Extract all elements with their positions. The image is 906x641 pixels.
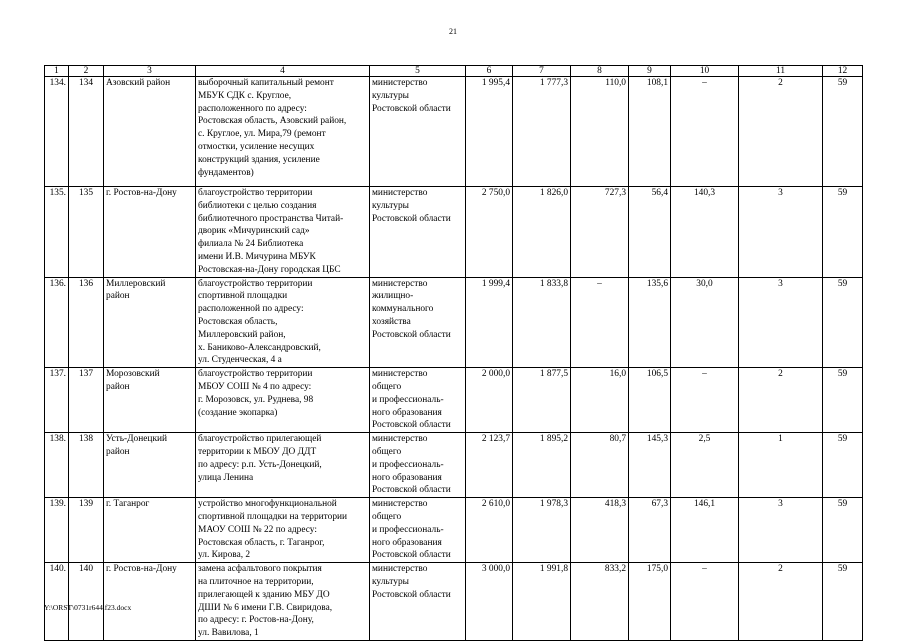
responsible-ministry: министерство культуры Ростовской области [370,77,466,187]
value-col-8: 727,3 [571,187,629,278]
municipality: г. Таганрог [104,498,196,563]
value-col-7: 1 777,3 [513,77,571,187]
value-col-9: 135,6 [629,277,671,368]
column-header: 11 [739,66,823,77]
value-col-12: 59 [823,563,863,641]
row-index: 137. [45,368,69,433]
municipality: Морозовский район [104,368,196,433]
table-row [45,187,863,278]
value-col-9: 67,3 [629,498,671,563]
value-col-8: 833,2 [571,563,629,641]
value-col-8: 16,0 [571,368,629,433]
value-col-10: 140,3 [671,187,739,278]
value-col-7: 1 978,3 [513,498,571,563]
column-number-row [45,66,863,77]
municipality: Азовский район [104,77,196,187]
value-col-6: 2 750,0 [466,187,513,278]
project-description: замена асфальтового покрытия на плиточное на территории, прилегающей к зданию МБУ ДО ДШИ № 6 имени Г.В. Свиридова, по адресу: г. Ростов-на-Дону, ул. Вавилова, 1 [196,563,370,641]
value-col-9: 145,3 [629,433,671,498]
value-col-10: – [671,77,739,187]
value-col-8: 80,7 [571,433,629,498]
object-number: 135 [69,187,104,278]
project-description: устройство многофункциональной спортивной площадки на территории МАОУ СОШ № 22 по адресу: Ростовская область, г. Таганрог, ул. Кирова, 2 [196,498,370,563]
table-row [45,368,863,433]
table-row [45,77,863,187]
row-index: 138. [45,433,69,498]
value-col-9: 175,0 [629,563,671,641]
project-description: благоустройство прилегающей территории к МБОУ ДО ДДТ по адресу: р.п. Усть-Донецкий, улица Ленина [196,433,370,498]
row-index: 135. [45,187,69,278]
value-col-11: 3 [739,498,823,563]
value-col-8: 418,3 [571,498,629,563]
value-col-6: 2 000,0 [466,368,513,433]
responsible-ministry: министерство общего и профессиональ- ного образования Ростовской области [370,368,466,433]
column-header: 8 [571,66,629,77]
program-table [44,65,863,641]
value-col-10: 146,1 [671,498,739,563]
object-number: 136 [69,277,104,368]
value-col-7: 1 826,0 [513,187,571,278]
value-col-11: 2 [739,563,823,641]
table-row [45,277,863,368]
value-col-7: 1 833,8 [513,277,571,368]
municipality: г. Ростов-на-Дону [104,563,196,641]
project-description: благоустройство территории спортивной площадки расположенной по адресу: Ростовская область, Миллеровский район, х. Баниково-Александровский, ул. Студенческая, 4 а [196,277,370,368]
column-header: 9 [629,66,671,77]
value-col-10: – [671,368,739,433]
responsible-ministry: министерство общего и профессиональ- ного образования Ростовской области [370,433,466,498]
value-col-9: 56,4 [629,187,671,278]
table-row [45,498,863,563]
municipality: Миллеровский район [104,277,196,368]
value-col-9: 106,5 [629,368,671,433]
value-col-12: 59 [823,277,863,368]
responsible-ministry: министерство общего и профессиональ- ного образования Ростовской области [370,498,466,563]
municipality: г. Ростов-на-Дону [104,187,196,278]
value-col-12: 59 [823,368,863,433]
column-header: 12 [823,66,863,77]
value-col-6: 1 999,4 [466,277,513,368]
project-description: благоустройство территории МБОУ СОШ № 4 по адресу: г. Морозовск, ул. Руднева, 98 (создание экопарка) [196,368,370,433]
column-header: 6 [466,66,513,77]
file-path-footer: Y:\ORST\0731r644.f23.docx [44,603,132,612]
value-col-12: 59 [823,433,863,498]
value-col-9: 108,1 [629,77,671,187]
row-index: 134. [45,77,69,187]
column-header: 4 [196,66,370,77]
object-number: 138 [69,433,104,498]
value-col-11: 2 [739,368,823,433]
object-number: 139 [69,498,104,563]
value-col-7: 1 991,8 [513,563,571,641]
municipality: Усть-Донецкий район [104,433,196,498]
value-col-8: – [571,277,629,368]
value-col-12: 59 [823,187,863,278]
value-col-12: 59 [823,498,863,563]
column-header: 2 [69,66,104,77]
column-header: 10 [671,66,739,77]
column-header: 5 [370,66,466,77]
value-col-8: 110,0 [571,77,629,187]
value-col-6: 1 995,4 [466,77,513,187]
value-col-10: 2,5 [671,433,739,498]
value-col-6: 2 610,0 [466,498,513,563]
row-index: 136. [45,277,69,368]
responsible-ministry: министерство культуры Ростовской области [370,563,466,641]
value-col-10: 30,0 [671,277,739,368]
object-number: 134 [69,77,104,187]
row-index: 140. [45,563,69,641]
value-col-7: 1 895,2 [513,433,571,498]
project-description: выборочный капитальный ремонт МБУК СДК с. Круглое, расположенного по адресу: Ростовская область, Азовский район, с. Круглое, ул. Мира,79 (ремонт отмостки, усиление несущих конструкций здания, усиление фундаментов) [196,77,370,187]
object-number: 140 [69,563,104,641]
column-header: 1 [45,66,69,77]
value-col-7: 1 877,5 [513,368,571,433]
value-col-11: 2 [739,77,823,187]
page-number: 21 [449,27,457,36]
value-col-11: 3 [739,187,823,278]
value-col-12: 59 [823,77,863,187]
row-index: 139. [45,498,69,563]
column-header: 3 [104,66,196,77]
value-col-11: 1 [739,433,823,498]
table-row [45,563,863,641]
responsible-ministry: министерство жилищно- коммунального хозяйства Ростовской области [370,277,466,368]
value-col-6: 2 123,7 [466,433,513,498]
project-description: благоустройство территории библиотеки с целью создания библиотечного пространства Читай- дворик «Мичуринский сад» филиала № 24 Библиотека имени И.В. Мичурина МБУК Ростовская-на-Дону городская ЦБС [196,187,370,278]
value-col-6: 3 000,0 [466,563,513,641]
column-header: 7 [513,66,571,77]
responsible-ministry: министерство культуры Ростовской области [370,187,466,278]
table-row [45,433,863,498]
value-col-10: – [671,563,739,641]
value-col-11: 3 [739,277,823,368]
object-number: 137 [69,368,104,433]
